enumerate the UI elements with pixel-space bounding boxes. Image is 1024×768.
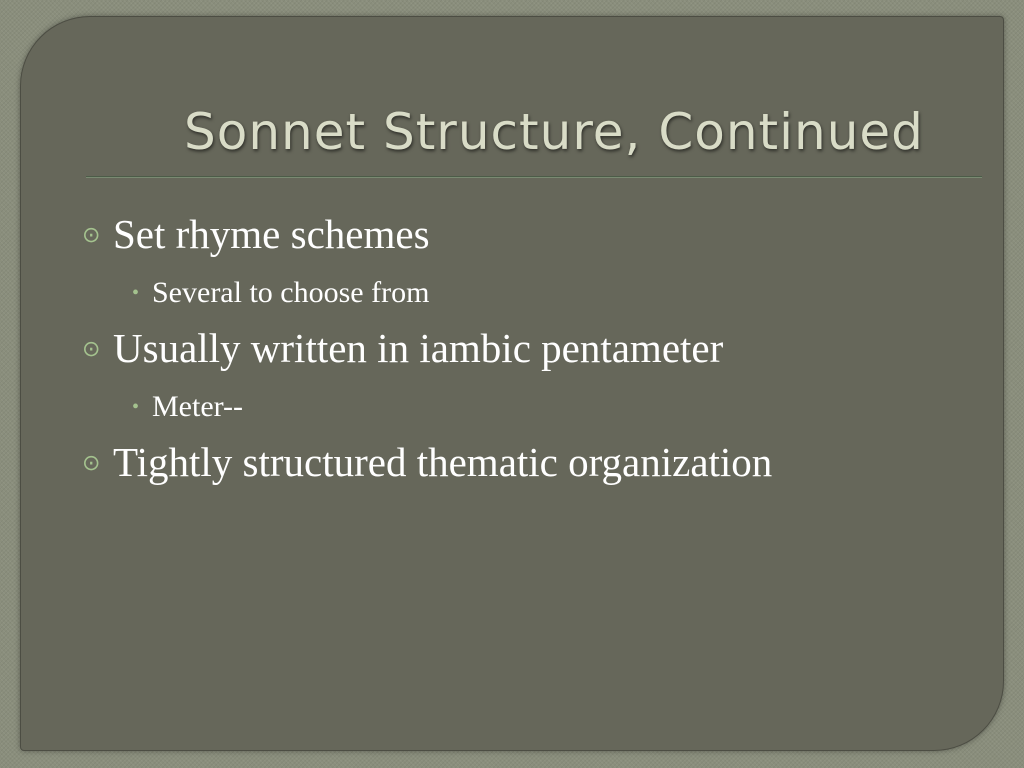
dot-bullet-icon: • bbox=[132, 396, 140, 418]
slide-panel bbox=[20, 16, 1004, 751]
bullet-text: Usually written in iambic pentameter bbox=[113, 325, 724, 371]
bullet-text: Set rhyme schemes bbox=[113, 211, 430, 257]
circle-bullet-icon: ⊙ bbox=[82, 222, 101, 247]
sub-bullet-text: Meter-- bbox=[152, 390, 244, 423]
slide-title: Sonnet Structure, Continued bbox=[184, 103, 924, 161]
bullet-list bbox=[82, 208, 1002, 495]
title-divider bbox=[86, 176, 982, 178]
sub-bullet-item bbox=[82, 381, 1002, 436]
bullet-item bbox=[82, 208, 1002, 267]
circle-bullet-icon: ⊙ bbox=[82, 336, 101, 361]
sub-bullet-text: Several to choose from bbox=[152, 276, 430, 309]
bullet-text: Tightly structured thematic organization bbox=[113, 439, 773, 485]
bullet-item bbox=[82, 436, 1002, 495]
circle-bullet-icon: ⊙ bbox=[82, 450, 101, 475]
bullet-item bbox=[82, 322, 1002, 381]
sub-bullet-item bbox=[82, 267, 1002, 322]
dot-bullet-icon: • bbox=[132, 282, 140, 304]
